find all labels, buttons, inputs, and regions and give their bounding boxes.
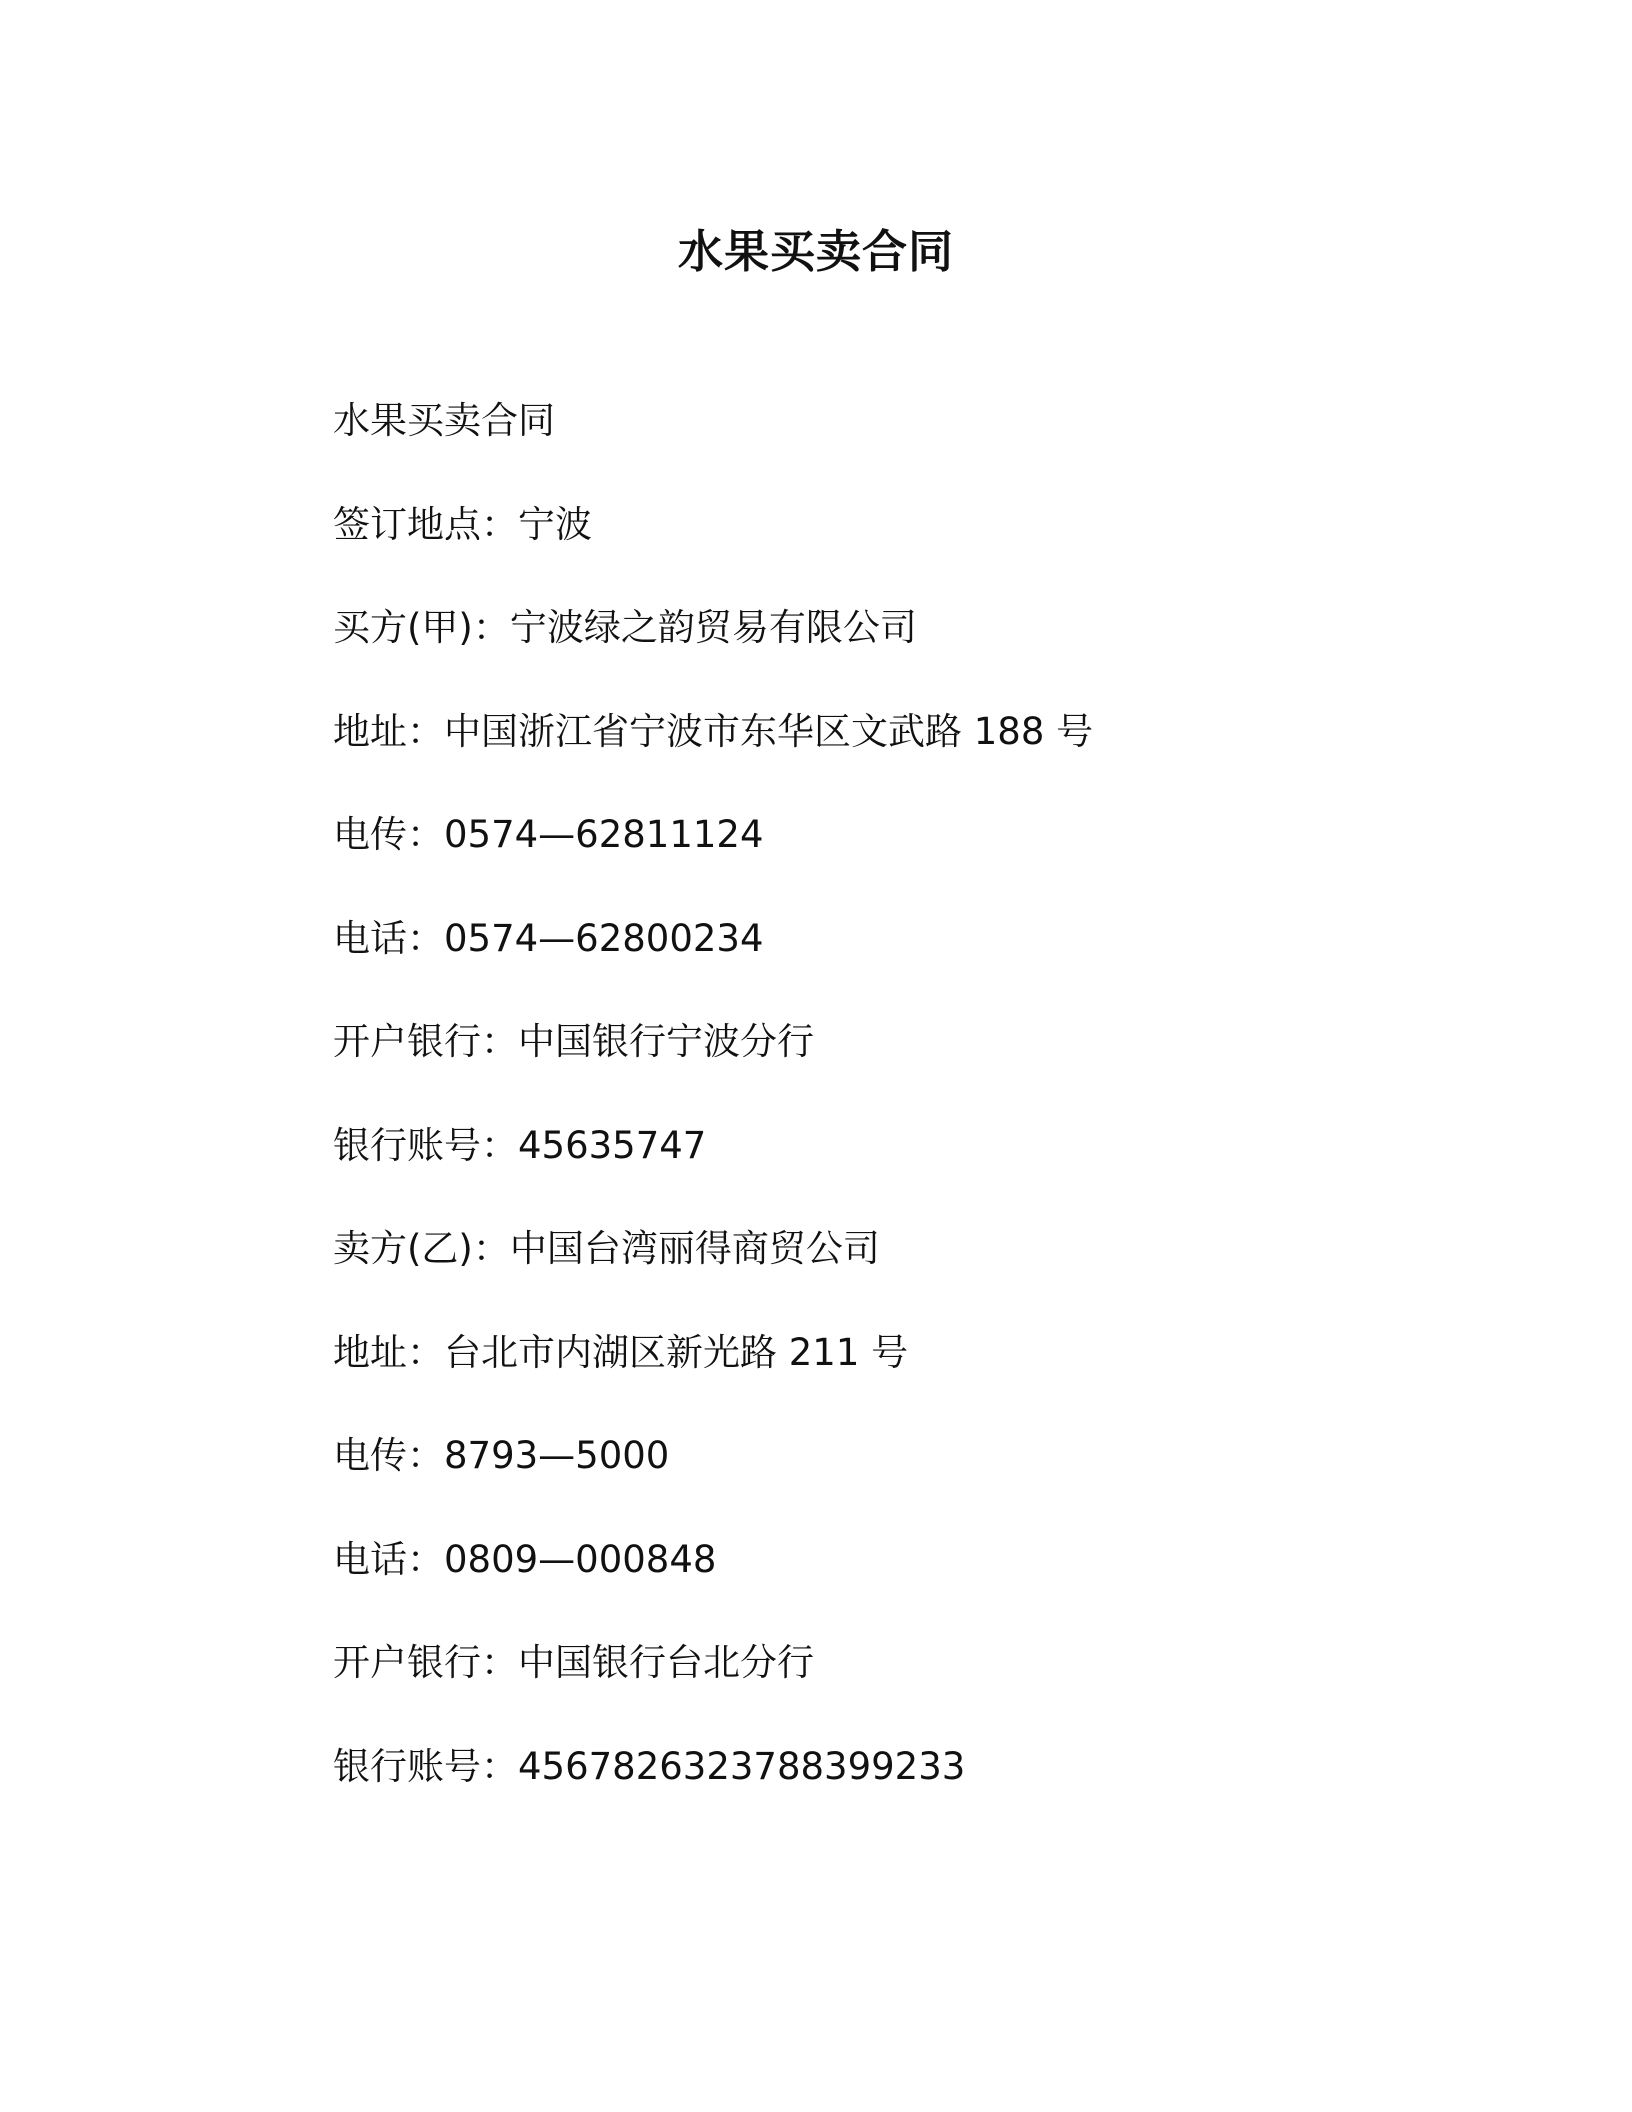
seller-account: 银行账号：4567826323788399233 — [333, 1744, 966, 1788]
signing-place: 签订地点：宁波 — [333, 502, 592, 546]
seller-fax: 电传：8793—5000 — [333, 1434, 670, 1477]
buyer-bank: 开户银行：中国银行宁波分行 — [333, 1020, 814, 1063]
seller-address: 地址：台北市内湖区新光路 211 号 — [333, 1330, 909, 1374]
buyer-phone: 电话：0574—62800234 — [333, 916, 764, 960]
buyer-address: 地址：中国浙江省宁波市东华区文武路 188 号 — [333, 709, 1094, 753]
seller-name: 卖方(乙)：中国台湾丽得商贸公司 — [333, 1227, 880, 1270]
buyer-fax: 电传：0574—62811124 — [333, 813, 764, 856]
contract-heading: 水果买卖合同 — [333, 399, 555, 442]
document-title: 水果买卖合同 — [677, 225, 954, 278]
document-body — [333, 396, 1433, 1845]
seller-phone: 电话：0809—000848 — [333, 1537, 717, 1581]
buyer-account: 银行账号：45635747 — [333, 1123, 707, 1167]
seller-bank: 开户银行：中国银行台北分行 — [333, 1641, 814, 1684]
buyer-name: 买方(甲)：宁波绿之韵贸易有限公司 — [333, 606, 917, 649]
